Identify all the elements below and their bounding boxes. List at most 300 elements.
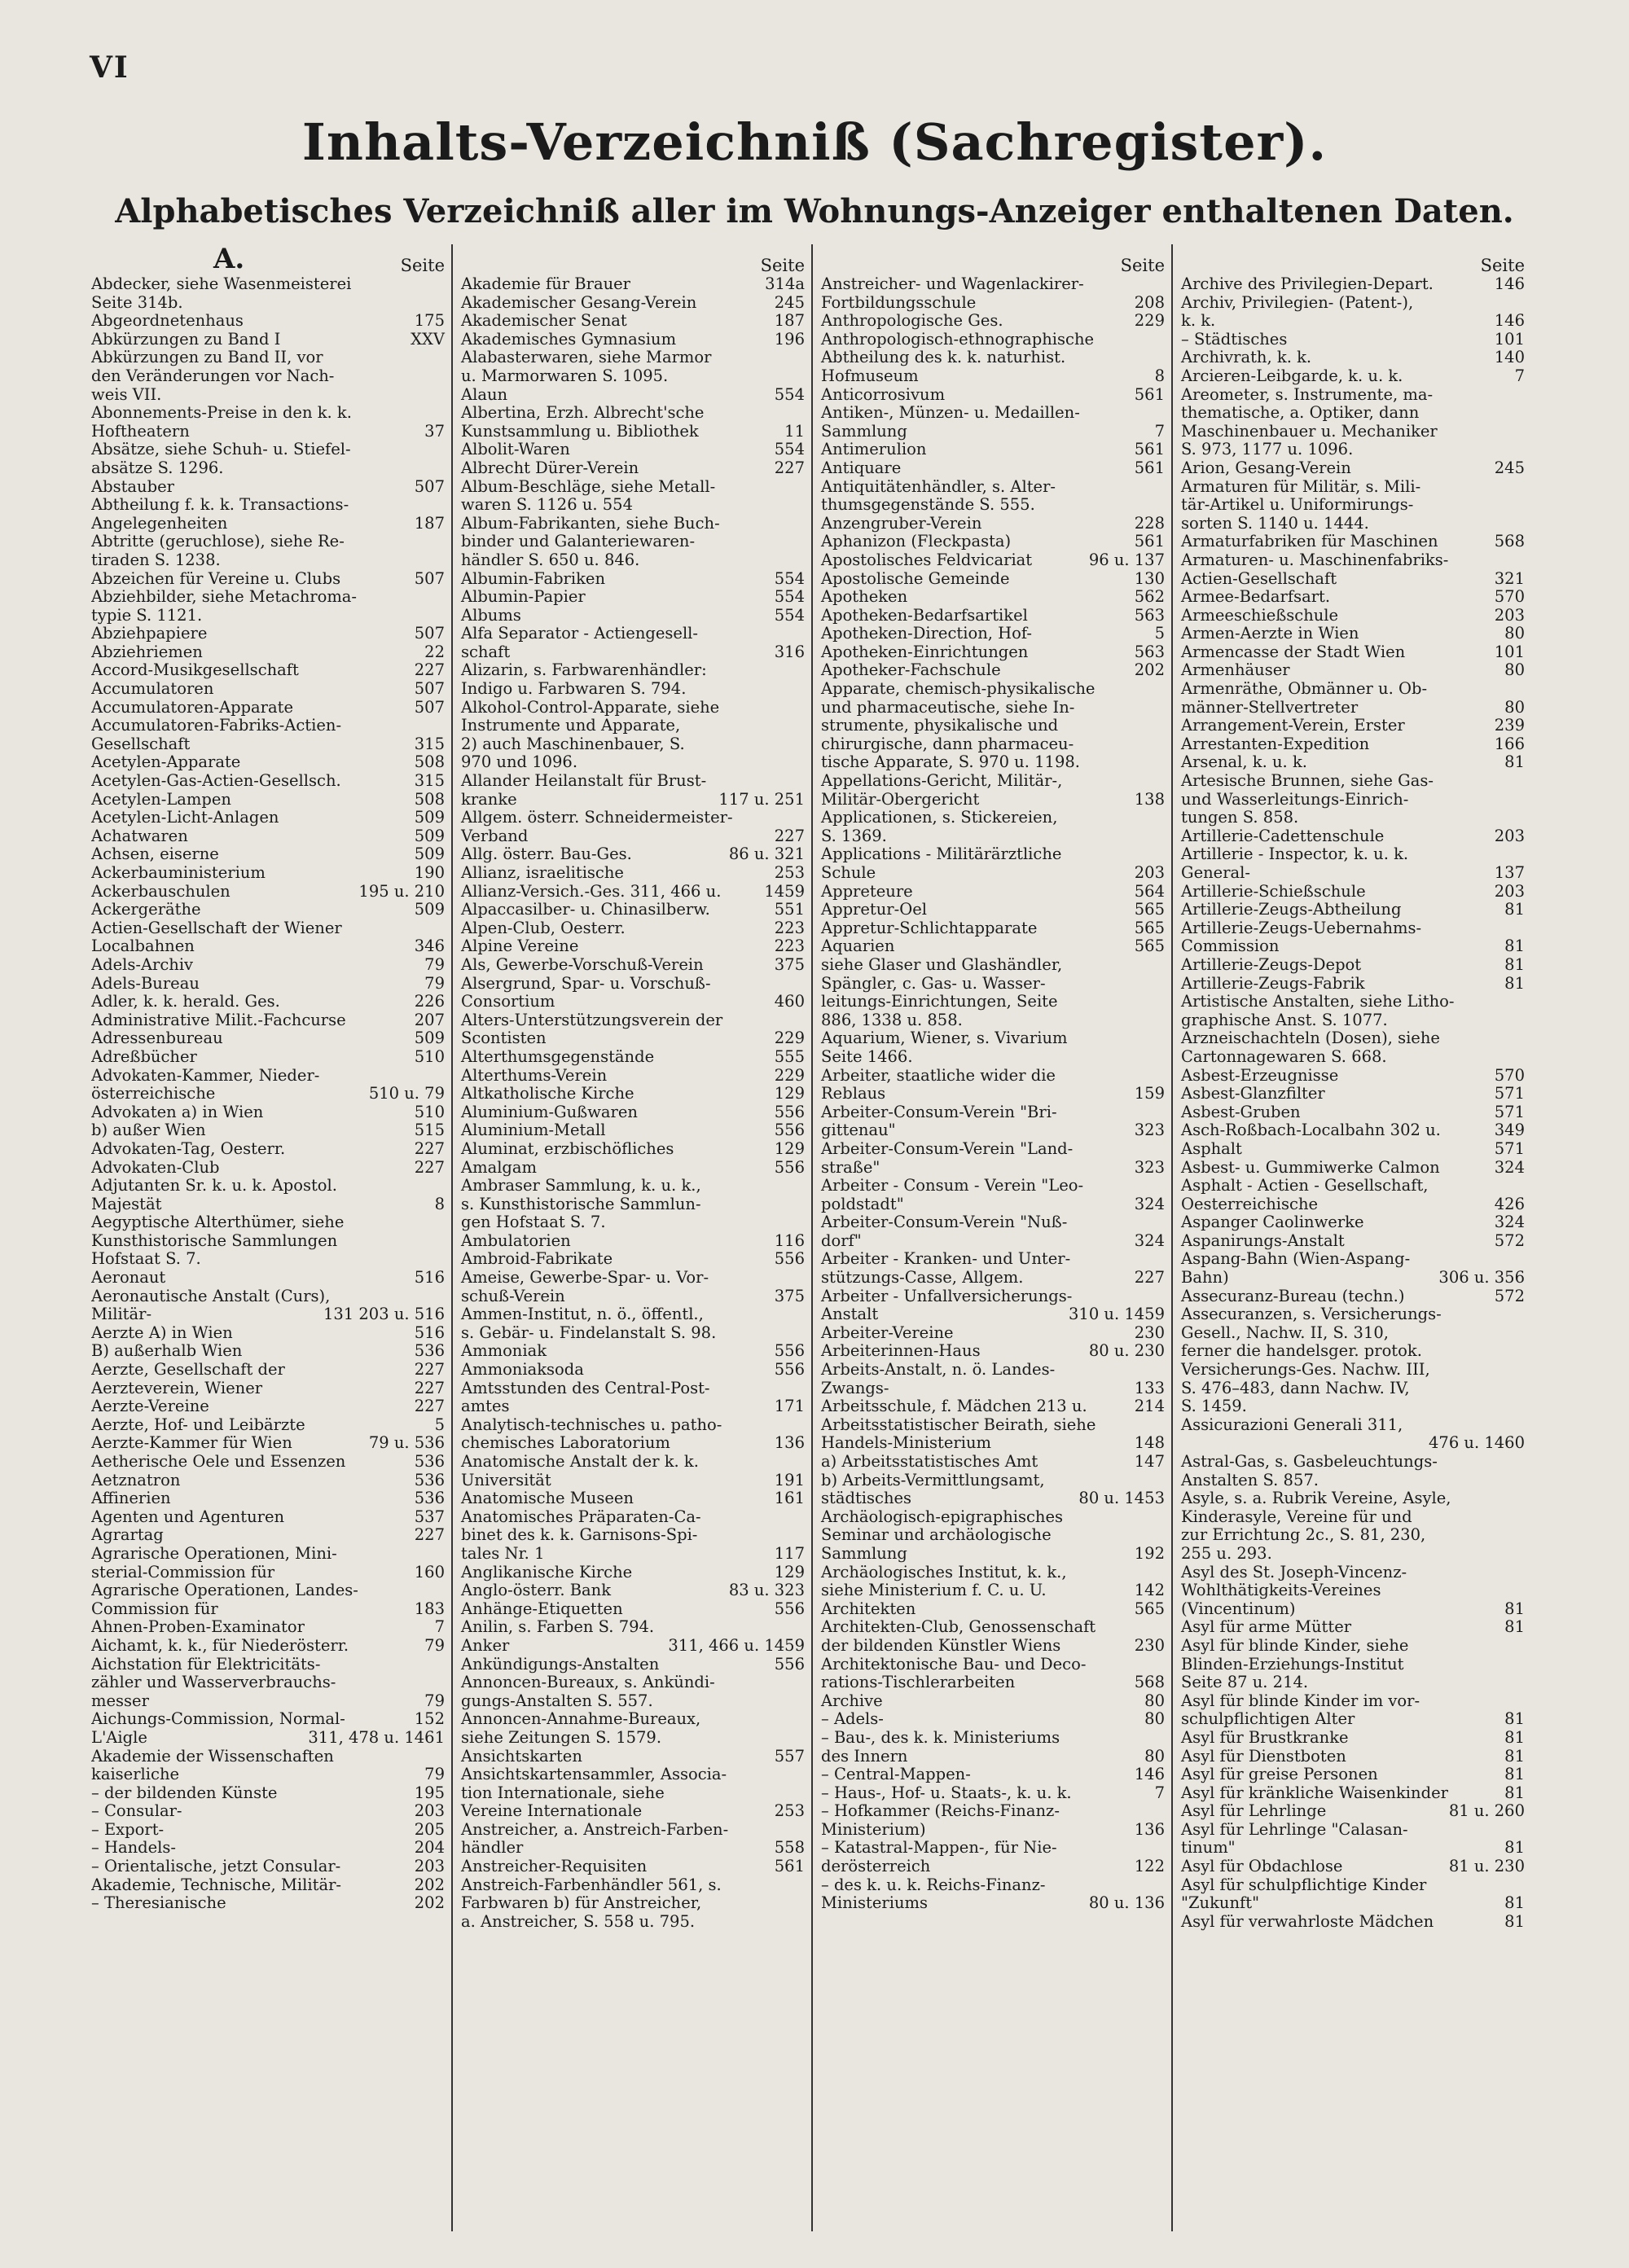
index-entry (91, 1011, 445, 1030)
entry-term: Acetylen-Apparate (91, 752, 241, 772)
index-column-2 (451, 244, 811, 2231)
entry-term: Architekten (821, 1599, 916, 1618)
index-entry (1181, 459, 1525, 478)
index-entry (821, 386, 1165, 405)
index-entry (1181, 1305, 1525, 1324)
entry-term: Farbwaren b) für Anstreicher, (461, 1893, 702, 1913)
index-entry (91, 1637, 445, 1656)
index-entry (91, 937, 445, 956)
entry-term: Aichamt, k. k., für Niederösterr. (91, 1635, 349, 1655)
entry-page: 476 u. 1460 (1429, 1433, 1525, 1453)
index-entry (821, 1269, 1165, 1288)
index-entry (1181, 1526, 1525, 1545)
entry-page: 556 (774, 1341, 805, 1361)
entry-page: 565 (1134, 900, 1165, 919)
entry-page: 166 (1494, 734, 1525, 753)
entry-term: Anticorrosivum (821, 384, 946, 404)
index-entry (821, 680, 1165, 699)
entry-term: Asphalt - Actien - Gesellschaft, (1181, 1176, 1429, 1195)
entry-term: Annoncen-Bureaux, s. Ankündi- (461, 1673, 715, 1692)
index-entry (461, 1342, 805, 1361)
index-entry (91, 827, 445, 846)
index-entry (821, 1508, 1165, 1527)
index-entry (461, 588, 805, 607)
entry-term: – Hofkammer (Reichs-Finanz- (821, 1801, 1060, 1821)
entry-term: Archive (821, 1691, 883, 1710)
entry-term: sorten S. 1140 u. 1444. (1181, 513, 1369, 533)
index-entry (821, 1802, 1165, 1821)
entry-term: dorf" (821, 1231, 862, 1250)
entry-term: Arsenal, k. u. k. (1181, 752, 1307, 772)
entry-page: 161 (774, 1489, 805, 1508)
entry-page: 556 (774, 1249, 805, 1269)
index-entry (821, 901, 1165, 919)
index-entry (821, 1048, 1165, 1067)
entry-term: Aerzte-Vereine (91, 1397, 209, 1416)
entry-term: Armencasse der Stadt Wien (1181, 642, 1406, 661)
entry-page: 561 (1134, 440, 1165, 459)
index-entry (1181, 1140, 1525, 1159)
index-entry (821, 1729, 1165, 1748)
index-entry (91, 1305, 445, 1324)
entry-term: – Bau-, des k. k. Ministeriums (821, 1727, 1060, 1747)
entry-term: Akademie für Brauer (461, 274, 631, 293)
entry-page: 516 (414, 1323, 445, 1342)
entry-page: 507 (414, 624, 445, 643)
entry-term: Armaturfabriken für Maschinen (1181, 532, 1438, 551)
entry-page: 324 (1494, 1157, 1525, 1177)
index-entry (821, 809, 1165, 827)
entry-page: 563 (1134, 642, 1165, 661)
entry-page: 227 (774, 826, 805, 845)
entry-term: Accumulatoren-Apparate (91, 697, 293, 717)
index-entry (1181, 1839, 1525, 1858)
entry-term: städtisches (821, 1489, 912, 1508)
entry-term: Aerzte A) in Wien (91, 1323, 233, 1342)
entry-page: 96 u. 137 (1088, 550, 1165, 569)
entry-page: 133 (1134, 1378, 1165, 1397)
index-entry (1181, 1674, 1525, 1692)
entry-term: Allgem. österr. Schneidermeister- (461, 808, 733, 827)
entry-page: 508 (414, 752, 445, 772)
entry-page: 81 (1504, 1727, 1525, 1747)
index-entry (1181, 919, 1525, 938)
index-entry (821, 1692, 1165, 1711)
entry-page: 11 (784, 421, 805, 441)
entry-term: Areometer, s. Instrumente, ma- (1181, 384, 1434, 404)
index-entry (1181, 404, 1525, 423)
column-header (461, 244, 805, 275)
entry-page: 564 (1134, 881, 1165, 901)
index-entry (91, 1710, 445, 1729)
entry-page: 536 (414, 1489, 445, 1508)
index-entry (461, 1195, 805, 1214)
index-entry (821, 1564, 1165, 1582)
entry-term: Artillerie-Zeugs-Fabrik (1181, 973, 1365, 993)
entry-term: strumente, physikalische und (821, 716, 1059, 735)
entry-term: Artillerie-Zeugs-Uebernahms- (1181, 918, 1422, 937)
index-entry (1181, 1637, 1525, 1656)
entry-term: Aphanizon (Fleckpasta) (821, 532, 1012, 551)
entry-page: 570 (1494, 1065, 1525, 1085)
entry-page: 202 (1134, 660, 1165, 680)
entry-term: Militär-Obergericht (821, 789, 980, 809)
index-entry (821, 1288, 1165, 1306)
entry-term: – Haus-, Hof- u. Staats-, k. u. k. (821, 1783, 1072, 1802)
entry-term: – der bildenden Künste (91, 1783, 278, 1802)
index-entry (461, 845, 805, 864)
index-entry (1181, 423, 1525, 441)
index-entry (461, 901, 805, 919)
entry-term: Anstalten S. 857. (1181, 1470, 1319, 1489)
index-entry (91, 1674, 445, 1692)
entry-term: b) Arbeits-Vermittlungsamt, (821, 1470, 1045, 1489)
index-entry (461, 478, 805, 497)
index-entry (821, 717, 1165, 735)
index-entry (1181, 1710, 1525, 1729)
index-entry (821, 441, 1165, 459)
entry-term: typie S. 1121. (91, 605, 203, 625)
entry-term: L'Aigle (91, 1727, 147, 1747)
entry-term: Asbest-Glanzfilter (1181, 1084, 1325, 1103)
index-entry (461, 349, 805, 367)
entry-term: binet des k. k. Garnisons-Spi- (461, 1525, 698, 1545)
entry-term: schulpflichtigen Alter (1181, 1709, 1355, 1729)
index-entry (461, 1361, 805, 1380)
entry-term: Appellations-Gericht, Militär-, (821, 771, 1063, 791)
index-entry (461, 1232, 805, 1251)
entry-term: Ministeriums (821, 1893, 928, 1913)
entry-page: 223 (774, 937, 805, 956)
index-column-3 (811, 244, 1171, 2231)
entry-term: Aluminat, erzbischöfliches (461, 1138, 674, 1158)
entry-term: Commission für (91, 1599, 218, 1618)
entry-page: 571 (1494, 1084, 1525, 1103)
entry-page: 558 (774, 1838, 805, 1858)
index-entry (91, 294, 445, 313)
index-entry (821, 772, 1165, 791)
entry-term: Arbeiter - Kranken- und Unter- (821, 1249, 1071, 1269)
entry-term: messer (91, 1691, 149, 1710)
entry-term: Anthropologisch-ethnographische (821, 329, 1095, 349)
index-entry (1181, 1342, 1525, 1361)
entry-page: 229 (774, 1065, 805, 1085)
index-entry (461, 717, 805, 735)
index-entry (461, 1839, 805, 1858)
entry-term: Asphalt (1181, 1138, 1242, 1158)
index-entry (461, 1121, 805, 1140)
index-entry (461, 1729, 805, 1748)
index-entry (461, 423, 805, 441)
index-entry (91, 1784, 445, 1803)
index-entry (821, 1545, 1165, 1564)
entry-term: Aquarium, Wiener, s. Vivarium (821, 1029, 1068, 1048)
index-entry (461, 735, 805, 754)
entry-term: tales Nr. 1 (461, 1543, 545, 1563)
index-entry (1181, 533, 1525, 551)
entry-term: Assecuranz-Bureau (techn.) (1181, 1286, 1405, 1305)
entry-term: Alterthums-Verein (461, 1065, 608, 1085)
index-entry (821, 1618, 1165, 1637)
index-entry (91, 386, 445, 405)
entry-page: 554 (774, 605, 805, 625)
entry-page: 80 u. 230 (1088, 1341, 1165, 1361)
entry-page: 230 (1134, 1635, 1165, 1655)
index-entry (821, 1858, 1165, 1876)
entry-term: Asbest- u. Gummiwerke Calmon (1181, 1157, 1440, 1177)
entry-page: 196 (774, 329, 805, 349)
index-entry (821, 1011, 1165, 1030)
entry-term: Acetylen-Lampen (91, 789, 231, 809)
entry-term: stützungs-Casse, Allgem. (821, 1268, 1024, 1288)
entry-term: Anstreicher-Requisiten (461, 1857, 648, 1876)
entry-term: Aspanirungs-Anstalt (1181, 1231, 1345, 1250)
entry-page: 81 (1504, 1783, 1525, 1802)
entry-term: Ansichtskartensammler, Associa- (461, 1765, 727, 1784)
entry-page: 562 (1134, 587, 1165, 607)
index-entry (1181, 1545, 1525, 1564)
entry-term: Apostolisches Feldvicariat (821, 550, 1033, 569)
index-entry (461, 1674, 805, 1692)
entry-term: siehe Zeitungen S. 1579. (461, 1727, 662, 1747)
entry-page: 253 (774, 863, 805, 882)
index-entry (461, 1269, 805, 1288)
entry-term: Maschinenbauer u. Mechaniker (1181, 421, 1438, 441)
entry-term: Apotheken-Bedarfsartikel (821, 605, 1028, 625)
entry-term: Accord-Musikgesellschaft (91, 660, 299, 680)
entry-page: 510 (414, 1046, 445, 1066)
entry-term: Handels-Ministerium (821, 1433, 992, 1453)
entry-term: B) außerhalb Wien (91, 1341, 243, 1361)
index-entry (91, 1213, 445, 1232)
entry-term: General- (1181, 863, 1250, 882)
index-entry (821, 937, 1165, 956)
index-entry (1181, 864, 1525, 883)
index-entry (91, 1748, 445, 1766)
index-entry (1181, 1159, 1525, 1178)
index-entry (1181, 1508, 1525, 1527)
entry-term: österreichische (91, 1084, 216, 1103)
entry-term: Asbest-Gruben (1181, 1102, 1301, 1121)
entry-page: 79 (424, 1765, 445, 1784)
index-entry (461, 956, 805, 975)
entry-term: Angelegenheiten (91, 513, 228, 533)
index-entry (1181, 1380, 1525, 1398)
entry-term: Adreßbücher (91, 1046, 197, 1066)
index-entry (461, 680, 805, 699)
index-entry (91, 1232, 445, 1251)
entry-page: 565 (1134, 937, 1165, 956)
entry-term: Aerzte, Gesellschaft der (91, 1360, 285, 1380)
entry-term: Archivrath, k. k. (1181, 348, 1312, 367)
entry-term: Asyl für blinde Kinder im vor- (1181, 1691, 1420, 1710)
index-entry (461, 1748, 805, 1766)
index-entry (821, 570, 1165, 589)
index-entry (821, 735, 1165, 754)
entry-page: 223 (774, 918, 805, 937)
index-entry (91, 423, 445, 441)
entry-page: 1459 (764, 881, 805, 901)
entry-term: – Katastral-Mappen-, für Nie- (821, 1838, 1057, 1858)
index-entry (1181, 680, 1525, 699)
entry-term: Achsen, eiserne (91, 844, 219, 864)
index-entry (461, 864, 805, 883)
entry-term: des Innern (821, 1746, 908, 1766)
index-entry (461, 1489, 805, 1508)
entry-page: 81 (1504, 1709, 1525, 1729)
index-entry (91, 993, 445, 1011)
entry-term: Ammen-Institut, n. ö., öffentl., (461, 1305, 704, 1324)
entry-term: derösterreich (821, 1857, 931, 1876)
entry-term: Antiken-, Münzen- u. Medaillen- (821, 403, 1080, 423)
entry-page: 159 (1134, 1084, 1165, 1103)
page-number: VI (90, 50, 130, 85)
entry-page: 227 (1134, 1268, 1165, 1288)
entry-term: Arbeitsschule, f. Mädchen 213 u. (821, 1397, 1087, 1416)
entry-term: Kunsthistorische Sammlungen (91, 1231, 338, 1250)
entry-term: Albolit-Waren (461, 440, 570, 459)
index-entry (91, 1545, 445, 1564)
index-entry (821, 1894, 1165, 1913)
entry-term: Anglo-österr. Bank (461, 1581, 612, 1600)
index-entry (821, 1232, 1165, 1251)
index-entry (1181, 937, 1525, 956)
entry-page: 101 (1494, 329, 1525, 349)
index-entry (1181, 1103, 1525, 1122)
entry-term: Aerzte, Hof- und Leibärzte (91, 1415, 305, 1434)
entry-page: 130 (1134, 568, 1165, 588)
index-entry (91, 1048, 445, 1067)
entry-term: Album-Beschläge, siehe Metall- (461, 476, 716, 496)
entry-term: – Adels- (821, 1709, 884, 1729)
entry-page: 117 u. 251 (718, 789, 805, 809)
index-entry (461, 1453, 805, 1472)
index-entry (1181, 1397, 1525, 1416)
entry-term: Anker (461, 1635, 510, 1655)
index-entry (91, 1821, 445, 1840)
entry-page: 426 (1494, 1194, 1525, 1213)
entry-page: 253 (774, 1801, 805, 1821)
entry-term: Versicherungs-Ges. Nachw. III, (1181, 1360, 1430, 1380)
index-entry (91, 275, 445, 294)
entry-term: kaiserliche (91, 1765, 180, 1784)
index-entry (91, 625, 445, 643)
entry-page: 508 (414, 789, 445, 809)
entry-term: Anatomische Anstalt der k. k. (461, 1452, 699, 1471)
index-entry (91, 441, 445, 459)
entry-term: Affinerien (91, 1489, 171, 1508)
entry-term: Anstreicher, a. Anstreich-Farben- (461, 1819, 729, 1839)
seite-label: Seite (760, 256, 805, 275)
index-entry (1181, 1784, 1525, 1803)
index-entry (91, 753, 445, 772)
entry-term: Asyl für blinde Kinder, siehe (1181, 1635, 1409, 1655)
entry-term: tion Internationale, siehe (461, 1783, 665, 1802)
index-entry (1181, 1195, 1525, 1214)
entry-page: 81 (1504, 900, 1525, 919)
entry-term: S. 1459. (1181, 1397, 1247, 1416)
index-entry (461, 809, 805, 827)
entry-term: rations-Tischlerarbeiten (821, 1673, 1016, 1692)
index-entry (91, 1029, 445, 1048)
entry-term: den Veränderungen vor Nach- (91, 366, 335, 385)
entry-page: 116 (774, 1231, 805, 1250)
index-entry (1181, 791, 1525, 809)
index-entry (91, 901, 445, 919)
entry-page: 561 (1134, 458, 1165, 477)
index-entry (821, 1710, 1165, 1729)
entry-page: 239 (1494, 716, 1525, 735)
page-subtitle: Alphabetisches Verzeichniß aller im Wohnungs-Anzeiger enthaltenen Daten. (115, 192, 1514, 230)
entry-term: Anilin, s. Farben S. 794. (461, 1617, 655, 1637)
index-entry (1181, 1858, 1525, 1876)
entry-page: 323 (1134, 1157, 1165, 1177)
entry-page: 537 (414, 1507, 445, 1526)
index-entry (821, 1876, 1165, 1895)
entry-page: 80 (1144, 1746, 1165, 1766)
entry-page: 152 (414, 1709, 445, 1729)
index-entry (91, 1489, 445, 1508)
index-entry (821, 349, 1165, 367)
entry-page: 79 (424, 1691, 445, 1710)
entry-term: Artillerie-Schießschule (1181, 881, 1366, 901)
index-entry (461, 975, 805, 994)
entry-page: 227 (414, 1138, 445, 1158)
entry-term: Alaun (461, 384, 508, 404)
entry-page: 311, 466 u. 1459 (668, 1635, 805, 1655)
index-entry (461, 937, 805, 956)
entry-page: 80 (1144, 1709, 1165, 1729)
index-entry (91, 1766, 445, 1784)
index-entry (821, 1416, 1165, 1435)
entry-page: 203 (1494, 605, 1525, 625)
index-entry (821, 1674, 1165, 1692)
entry-term: zähler und Wasserverbrauchs- (91, 1673, 336, 1692)
index-entry (461, 1526, 805, 1545)
index-entry (1181, 1213, 1525, 1232)
index-entry (461, 1048, 805, 1067)
entry-term: binder und Galanteriewaren- (461, 532, 696, 551)
entry-page: 324 (1134, 1231, 1165, 1250)
entry-term: Aspanger Caolinwerke (1181, 1213, 1364, 1232)
index-entry (91, 1434, 445, 1453)
entry-page: 148 (1134, 1433, 1165, 1453)
entry-term: chemisches Laboratorium (461, 1433, 670, 1453)
entry-term: gittenau" (821, 1121, 896, 1140)
entry-term: Aetherische Oele und Essenzen (91, 1452, 346, 1471)
entry-term: gungs-Anstalten S. 557. (461, 1691, 653, 1710)
index-entry (821, 1821, 1165, 1840)
index-entry (461, 1288, 805, 1306)
entry-term: Anglikanische Kirche (461, 1562, 633, 1581)
entry-term: poldstadt" (821, 1194, 904, 1213)
entry-term: Arrestanten-Expedition (1181, 734, 1370, 753)
entry-term: Armenhäuser (1181, 660, 1290, 680)
entry-term: 886, 1338 u. 858. (821, 1010, 963, 1029)
index-entry (1181, 1876, 1525, 1895)
entry-page: 37 (424, 421, 445, 441)
index-entry (1181, 294, 1525, 313)
entry-term: Kinderasyle, Vereine für und (1181, 1507, 1412, 1526)
entry-term: Anthropologische Ges. (821, 311, 1003, 331)
index-entry (91, 551, 445, 570)
index-entry (1181, 1067, 1525, 1086)
index-entry (821, 1213, 1165, 1232)
index-entry (91, 1324, 445, 1343)
index-entry (91, 1140, 445, 1159)
entry-term: Anstreicher- und Wagenlackirer- (821, 274, 1084, 293)
entry-page: 175 (414, 311, 445, 331)
